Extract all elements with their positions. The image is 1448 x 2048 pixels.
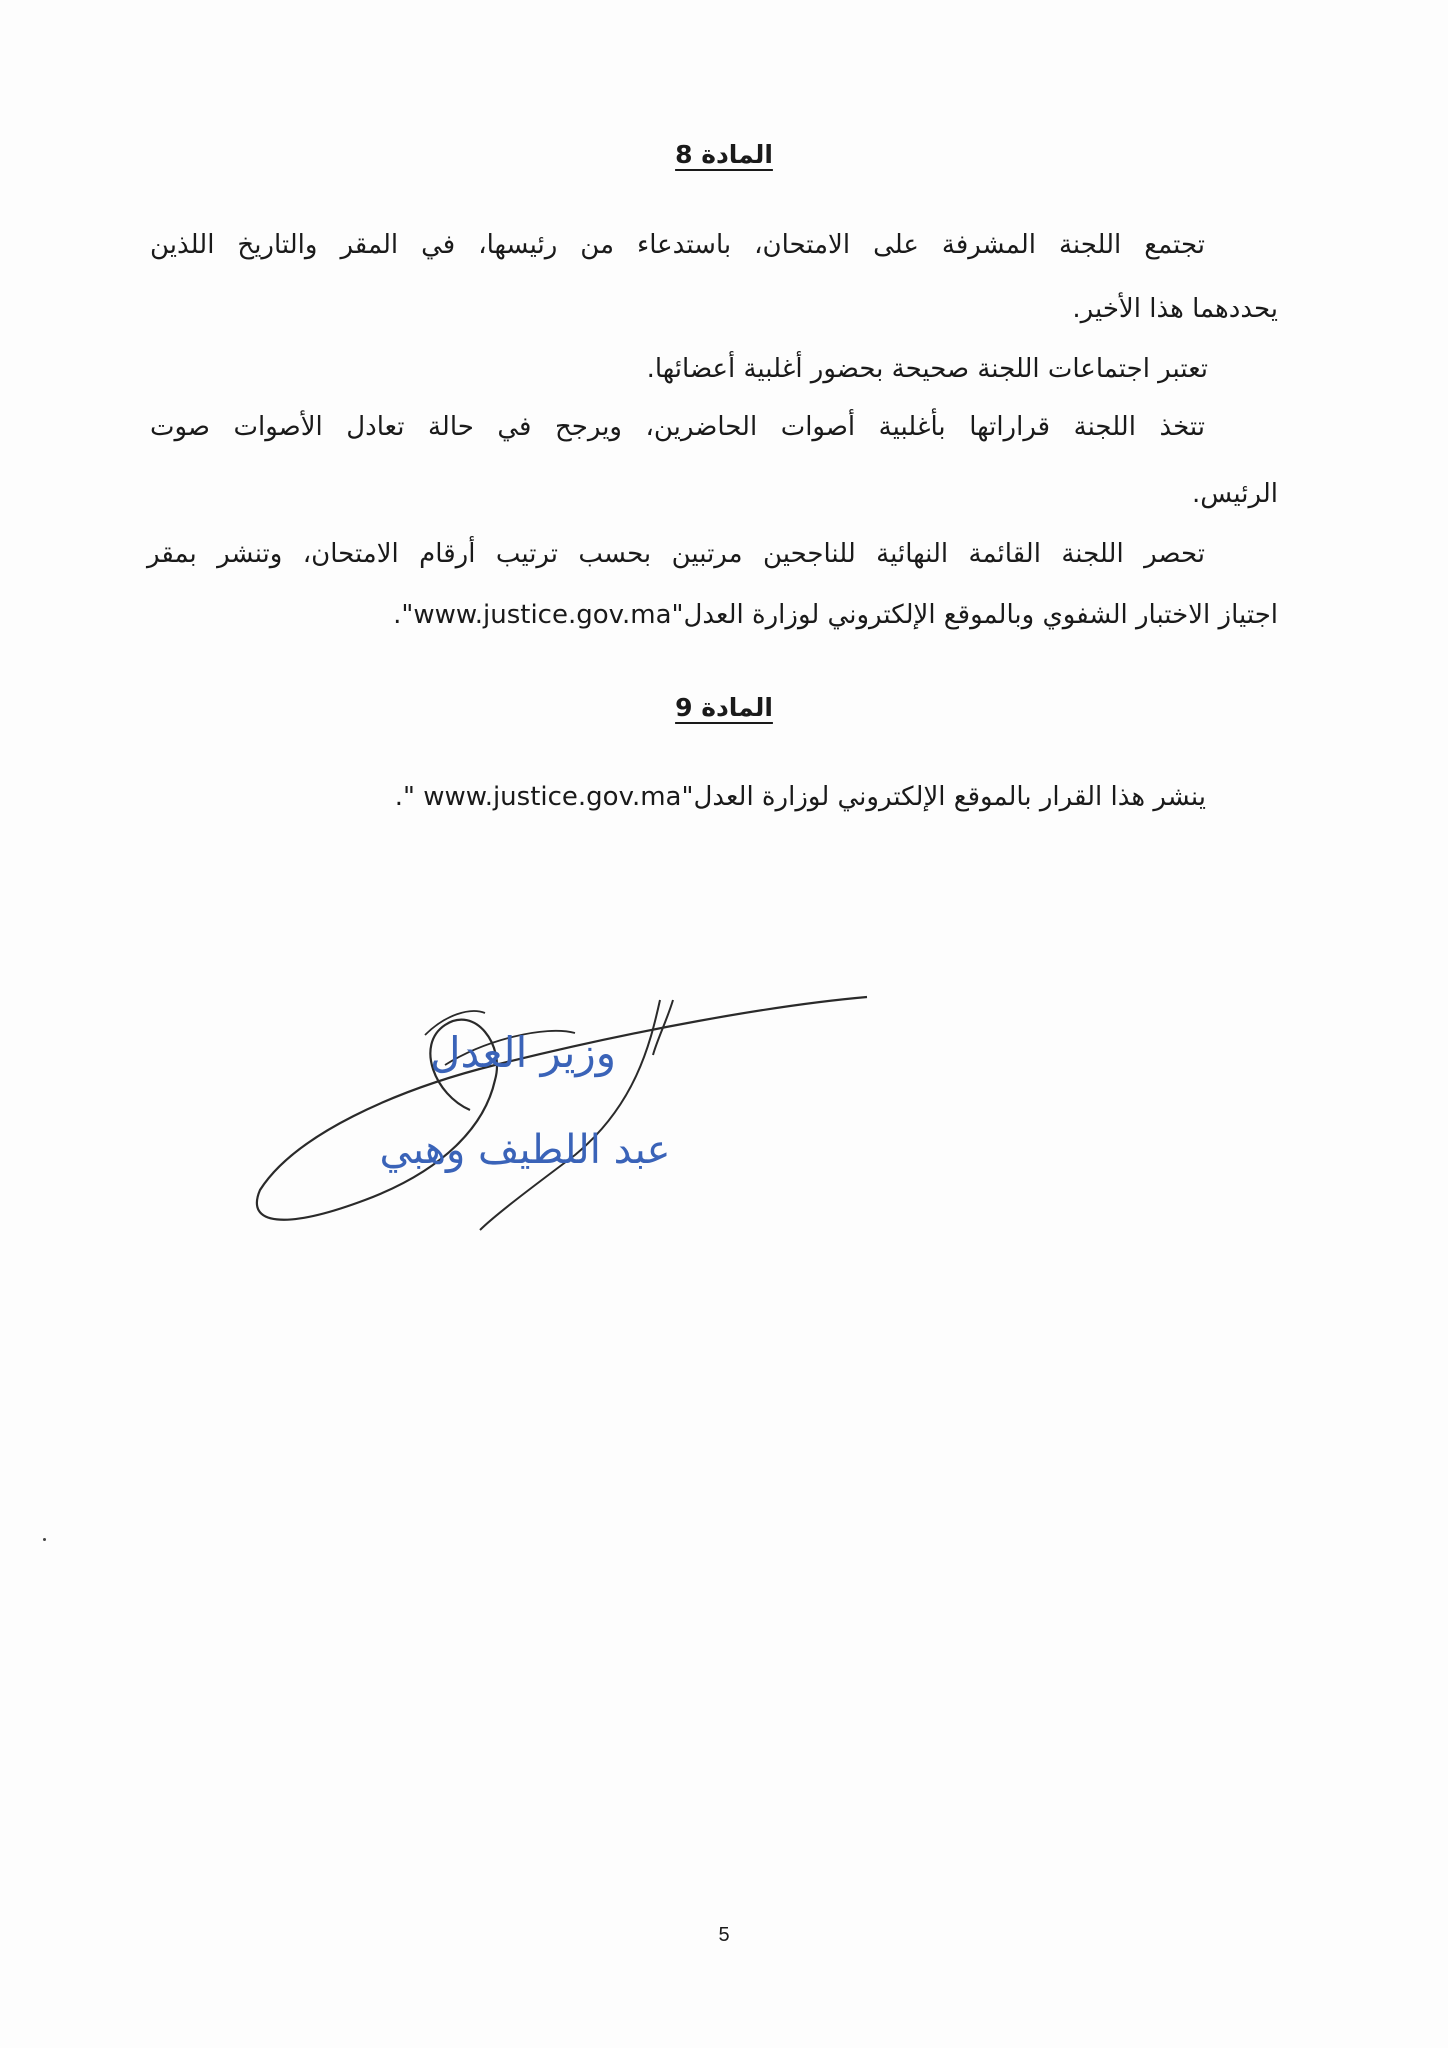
article-8-line-4: تتخذ اللجنة قراراتها بأغلبية أصوات الحاضرين، ويرجح في حالة تعادل الأصوات صوت [150,412,1205,442]
article-8-line-3: تعتبر اجتماعات اللجنة صحيحة بحضور أغلبية أعضائها. [646,354,1208,384]
article-8-line-2: يحددهما هذا الأخير. [1072,294,1278,324]
article-8-heading: المادة 8 [675,140,773,169]
article-8-line-1: تجتمع اللجنة المشرفة على الامتحان، باستدعاء من رئيسها، في المقر والتاريخ اللذين [150,230,1205,260]
article-8-line-5: الرئيس. [1192,479,1278,509]
article-8-line-7: اجتياز الاختبار الشفوي وبالموقع الإلكتروني لوزارة العدل"www.justice.gov.ma". [393,600,1278,630]
signature-drawing [255,985,875,1245]
article-9-heading: المادة 9 [675,693,773,722]
page-number: 5 [718,1924,730,1946]
article-9-line-1: ينشر هذا القرار بالموقع الإلكتروني لوزارة العدل"www.justice.gov.ma ". [394,782,1206,812]
stray-mark [43,1538,46,1541]
signature-name: عبد اللطيف وهبي [379,1127,671,1173]
minister-signature [255,985,875,1245]
signature-title: وزير العدل [429,1028,617,1077]
article-8-line-6: تحصر اللجنة القائمة النهائية للناجحين مرتبين بحسب ترتيب أرقام الامتحان، وتنشر بمقر [147,539,1205,569]
